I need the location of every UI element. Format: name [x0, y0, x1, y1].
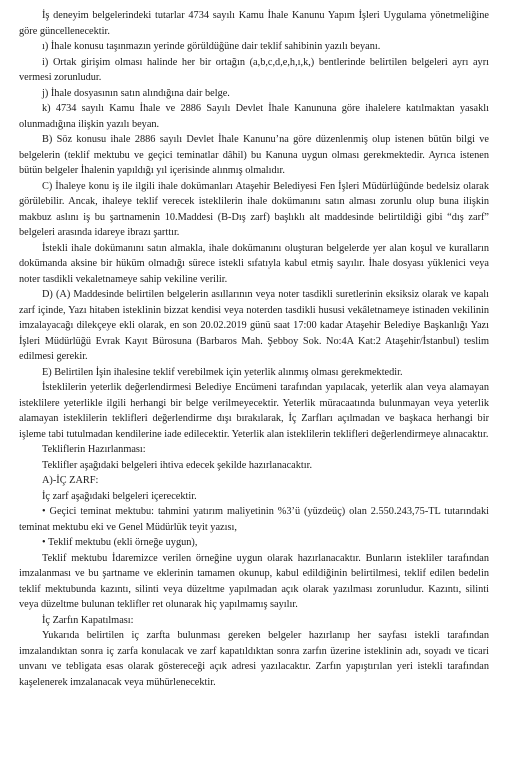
- paragraph-inner-envelope-contents: İç zarf aşağıdaki belgeleri içerecektir.: [42, 490, 197, 502]
- paragraph-section-b: B) Söz konusu ihale 2886 sayılı Devlet İhale Kanunu’na göre düzenlenmiş olup istenen bütün bilgi ve belgelerin (teklif mektubu ve geçici teminatlar dâhil) bu Kanuna uygun olması gerekmektedir. Ayrıca istenen bütün belgeler İhalenin yapıldığı yıl içerisinde alınmış olmalıdır.: [19, 134, 489, 176]
- heading-inner-envelope: A)-İÇ ZARF:: [42, 475, 99, 486]
- paragraph-experience-documents: İş deneyim belgelerindeki tutarlar 4734 sayılı Kamu İhale Kanunu Yapım İşleri Uygulama yönetmeliğine göre güncellenecektir.: [19, 10, 489, 37]
- paragraph-tender-purchase: İstekli ihale dokümanını satın almakla, ihale dokümanını oluşturan belgelerde yer alan koşul ve kuralların dokümanda aksine bir hüküm olmadığı sürece istekli sıfatıyla kabul etmiş sayılır. İhale dosyası yüklenici veya noter tasdikli vekaletnameye sahip vekiline verilir.: [19, 242, 489, 285]
- paragraph-section-d: D) (A) Maddesinde belirtilen belgelerin asıllarının veya noter tasdikli suretlerinin eksiksiz olarak ve kapalı zarf içinde, Yazı hitaben isteklinin bizzat kendisi veya noterden tasdikli hususi vekâletnameye istinaden vekilinin imzalayacağı dilekçeye ekli olarak, en son 20.02.2019 günü saat 17:00 kadar Ataşehir Belediye Başkanlığı Yazı İşleri Müdürlüğü Evrak Kayıt Bürosuna (Barbaros Mah. Şebboy Sok. No:4A Kat:2 Ataşehir/İstanbul) teslim edilmesi gerekir.: [19, 289, 489, 362]
- bullet-temporary-guarantee: • Geçici teminat mektubu: tahmini yatırım maliyetinin %3’ü (yüzdeüç) olan 2.550.243,75-TL tutarındaki teminat mektubu eki ve Genel Müdürlük teyit yazısı,: [19, 506, 489, 533]
- paragraph-item-k: k) 4734 sayılı Kamu İhale ve 2886 Sayılı Devlet İhale Kanununa göre ihalelere katılmaktan yasaklı olunmadığına ilişkin yazılı beyan.: [19, 103, 489, 130]
- paragraph-section-e: E) Belirtilen İşin ihalesine teklif verebilmek için yeterlik alınmış olması gerekmektedir.: [42, 366, 403, 378]
- paragraph-section-c: C) İhaleye konu iş ile ilgili ihale dokümanları Ataşehir Belediyesi Fen İşleri Müdürlüğünde bedelsiz olarak görülebilir. Ancak, ihaleye teklif verecek isteklilerin ihale dokümanını satın alması zorunlu olup buna ilişkin makbuz aslını iş bu şartnamenin 10.Maddesi (B-Dış zarf) başlıklı alt maddesinde belirtildiği gibi “dış zarf” belgeleri arasında idareye ibrazı şarttır.: [19, 180, 489, 238]
- paragraph-bid-letter-rules: Teklif mektubu İdaremizce verilen örneğine uygun olarak hazırlanacaktır. Bunların istekliler tarafından imzalanması ve bu şartname ve eklerinin tamamen okunup, kabul edildiğinin belirtilmesi, teklif edilen bedelin teklif mektubunda kazıntı, silinti veya düzeltme yapılmadan açık olarak yazılması zorunludur. Kazıntı, silinti veya düzeltme bulunan teklifler ret olunarak hiç yapılmamış sayılır.: [19, 552, 489, 610]
- paragraph-bid-contents: Teklifler aşağıdaki belgeleri ihtiva edecek şekilde hazırlanacaktır.: [42, 459, 313, 471]
- heading-closing-inner-envelope: İç Zarfın Kapatılması:: [42, 614, 134, 626]
- paragraph-closing-inner-envelope: Yukarıda belirtilen iç zarfta bulunması gereken belgeler hazırlanıp her sayfası istekli tarafından imzalandıktan sonra iç zarfa konulacak ve zarf kapatıldıktan sonra zarfın üzerine isteklinin adı, soyadı ve ticari unvanı ve tebligata esas olarak göstereceği açık adresi yazılacaktır. Zarfın yapıştırılan yeri istekli tarafından kaşelenerek imzalanacak veya mühürlenecektir.: [19, 630, 489, 688]
- bullet-bid-letter: • Teklif mektubu (ekli örneğe uygun),: [42, 537, 198, 548]
- document-page: [19, 8, 489, 690]
- heading-bid-preparation: Tekliflerin Hazırlanması:: [42, 444, 146, 455]
- paragraph-item-i: i) Ortak girişim olması halinde her bir ortağın (a,b,c,d,e,h,ı,k,) bentlerinde belirtilen belgeleri ayrı ayrı vermesi zorunludur.: [19, 56, 489, 83]
- paragraph-item-j: j) İhale dosyasının satın alındığına dair belge.: [42, 87, 230, 99]
- paragraph-qualification: İsteklilerin yeterlik değerlendirmesi Belediye Encümeni tarafından yapılacak, yeterlik alan veya alamayan isteklilere yeterlikle ilgili herhangi bir belge verilmeyecektir. Yeterlik müracaatında bulunmayan veya yeterlik alamayan isteklilerin teklifleri değerlendirme dışı bırakılarak, İç Zarfları açılmadan ve başkaca herhangi bir işleme tabi tutulmadan kendilerine iade edilecektir. Yeterlik alan isteklilerin teklifleri değerlendirmeye alınacaktır.: [19, 382, 489, 440]
- paragraph-item-i-dotless: ı) İhale konusu taşınmazın yerinde görüldüğüne dair teklif sahibinin yazılı beyanı.: [42, 41, 381, 52]
